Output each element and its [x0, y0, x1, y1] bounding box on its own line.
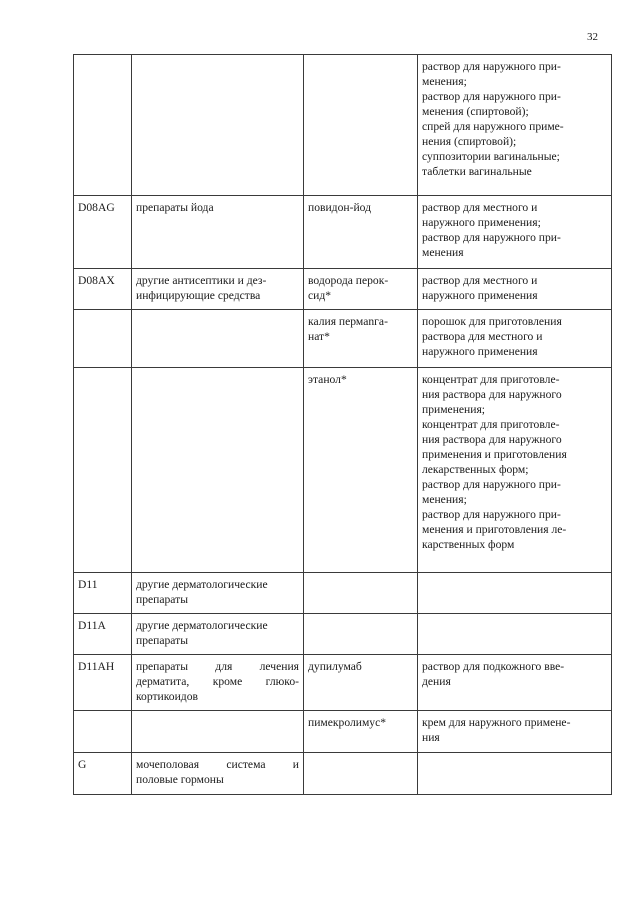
- cell-line: ния раствора для наружного: [422, 433, 562, 446]
- cell-line: раствор для местного и: [422, 274, 538, 287]
- cell-line: D08AG: [78, 201, 115, 214]
- cell-line: другие антисептики и дез-: [136, 274, 267, 287]
- cell-line: раствор для наружного при-: [422, 60, 561, 73]
- substance-cell: [304, 711, 418, 753]
- cell-line: препараты для лечения: [136, 660, 299, 673]
- table-row: [74, 55, 612, 196]
- cell-line: раствор для наружного при-: [422, 508, 561, 521]
- cell-line: препараты йода: [136, 201, 214, 214]
- cell-line: дерматита, кроме глюко-: [136, 675, 299, 688]
- cell-line: менения и приготовления ле-: [422, 523, 567, 536]
- substance-cell: [304, 368, 418, 573]
- dosage-forms-cell: [418, 196, 612, 269]
- cell-line: раствор для наружного при-: [422, 90, 561, 103]
- table-row: [74, 368, 612, 573]
- cell-line: половые гормоны: [136, 773, 224, 786]
- atc-code-cell: [74, 573, 132, 614]
- cell-line: повидон-йод: [308, 201, 372, 214]
- substance-cell: [304, 269, 418, 310]
- cell-line: ния раствора для наружного: [422, 388, 562, 401]
- cell-line: водорода перок-: [308, 274, 389, 287]
- group-name-cell: [132, 655, 304, 711]
- page-number: 32: [587, 31, 598, 43]
- group-name-cell: [132, 614, 304, 655]
- atc-code-cell: [74, 310, 132, 368]
- dosage-forms-cell: [418, 310, 612, 368]
- cell-line: наружного применения: [422, 345, 538, 358]
- cell-line: ния: [422, 731, 440, 744]
- table-row: [74, 310, 612, 368]
- cell-line: концентрат для приготовле-: [422, 418, 560, 431]
- cell-line: порошок для приготовления: [422, 315, 562, 328]
- table-row: [74, 614, 612, 655]
- cell-line: этанол*: [308, 373, 347, 386]
- dosage-forms-cell: [418, 368, 612, 573]
- dosage-forms-cell: [418, 655, 612, 711]
- table-row: [74, 269, 612, 310]
- dosage-forms-cell: [418, 55, 612, 196]
- cell-line: раствора для местного и: [422, 330, 543, 343]
- cell-line: инфицирующие средства: [136, 289, 261, 302]
- cell-line: пимекролимус*: [308, 716, 387, 729]
- dosage-forms-cell: [418, 753, 612, 795]
- cell-line: раствор для наружного при-: [422, 231, 561, 244]
- cell-line: наружного применения: [422, 289, 538, 302]
- table-body: [74, 55, 612, 795]
- cell-line: менения (спиртовой);: [422, 105, 529, 118]
- atc-code-cell: [74, 753, 132, 795]
- cell-line: сид*: [308, 289, 332, 302]
- atc-code-cell: [74, 655, 132, 711]
- substance-cell: [304, 655, 418, 711]
- atc-code-cell: [74, 196, 132, 269]
- dosage-forms-cell: [418, 573, 612, 614]
- substance-cell: [304, 573, 418, 614]
- cell-line: дупилумаб: [308, 660, 362, 673]
- dosage-forms-cell: [418, 711, 612, 753]
- cell-line: концентрат для приготовле-: [422, 373, 560, 386]
- cell-line: раствор для местного и: [422, 201, 538, 214]
- group-name-cell: [132, 753, 304, 795]
- substance-cell: [304, 55, 418, 196]
- drug-classification-table: [73, 54, 612, 795]
- substance-cell: [304, 614, 418, 655]
- cell-line: калия пермanга-: [308, 315, 388, 328]
- substance-cell: [304, 310, 418, 368]
- group-name-cell: [132, 55, 304, 196]
- cell-line: нат*: [308, 330, 330, 343]
- cell-line: дения: [422, 675, 451, 688]
- cell-line: менения;: [422, 75, 467, 88]
- substance-cell: [304, 753, 418, 795]
- cell-line: спрей для наружного приме-: [422, 120, 564, 133]
- cell-line: карственных форм: [422, 538, 515, 551]
- cell-line: применения;: [422, 403, 486, 416]
- cell-line: лекарственных форм;: [422, 463, 529, 476]
- table-row: [74, 655, 612, 711]
- cell-line: крем для наружного примене-: [422, 716, 571, 729]
- cell-line: D11: [78, 578, 98, 591]
- group-name-cell: [132, 196, 304, 269]
- group-name-cell: [132, 269, 304, 310]
- substance-cell: [304, 196, 418, 269]
- cell-line: применения и приготовления: [422, 448, 567, 461]
- table-row: [74, 573, 612, 614]
- cell-line: раствор для подкожного вве-: [422, 660, 565, 673]
- cell-line: G: [78, 758, 87, 771]
- cell-line: таблетки вагинальные: [422, 165, 532, 178]
- cell-line: препараты: [136, 634, 188, 647]
- group-name-cell: [132, 368, 304, 573]
- table-row: [74, 753, 612, 795]
- cell-line: нения (спиртовой);: [422, 135, 517, 148]
- cell-line: другие дерматологические: [136, 619, 268, 632]
- cell-line: D11AH: [78, 660, 115, 673]
- dosage-forms-cell: [418, 614, 612, 655]
- cell-line: наружного применения;: [422, 216, 541, 229]
- group-name-cell: [132, 711, 304, 753]
- atc-code-cell: [74, 269, 132, 310]
- cell-line: суппозитории вагинальные;: [422, 150, 560, 163]
- cell-line: мочеполовая система и: [136, 758, 299, 771]
- cell-line: препараты: [136, 593, 188, 606]
- atc-code-cell: [74, 711, 132, 753]
- cell-line: менения: [422, 246, 464, 259]
- cell-line: другие дерматологические: [136, 578, 268, 591]
- table-row: [74, 196, 612, 269]
- group-name-cell: [132, 573, 304, 614]
- cell-line: менения;: [422, 493, 467, 506]
- dosage-forms-cell: [418, 269, 612, 310]
- atc-code-cell: [74, 368, 132, 573]
- group-name-cell: [132, 310, 304, 368]
- cell-line: D11A: [78, 619, 106, 632]
- atc-code-cell: [74, 55, 132, 196]
- table-row: [74, 711, 612, 753]
- cell-line: D08AX: [78, 274, 115, 287]
- cell-line: раствор для наружного при-: [422, 478, 561, 491]
- atc-code-cell: [74, 614, 132, 655]
- cell-line: кортикоидов: [136, 690, 198, 703]
